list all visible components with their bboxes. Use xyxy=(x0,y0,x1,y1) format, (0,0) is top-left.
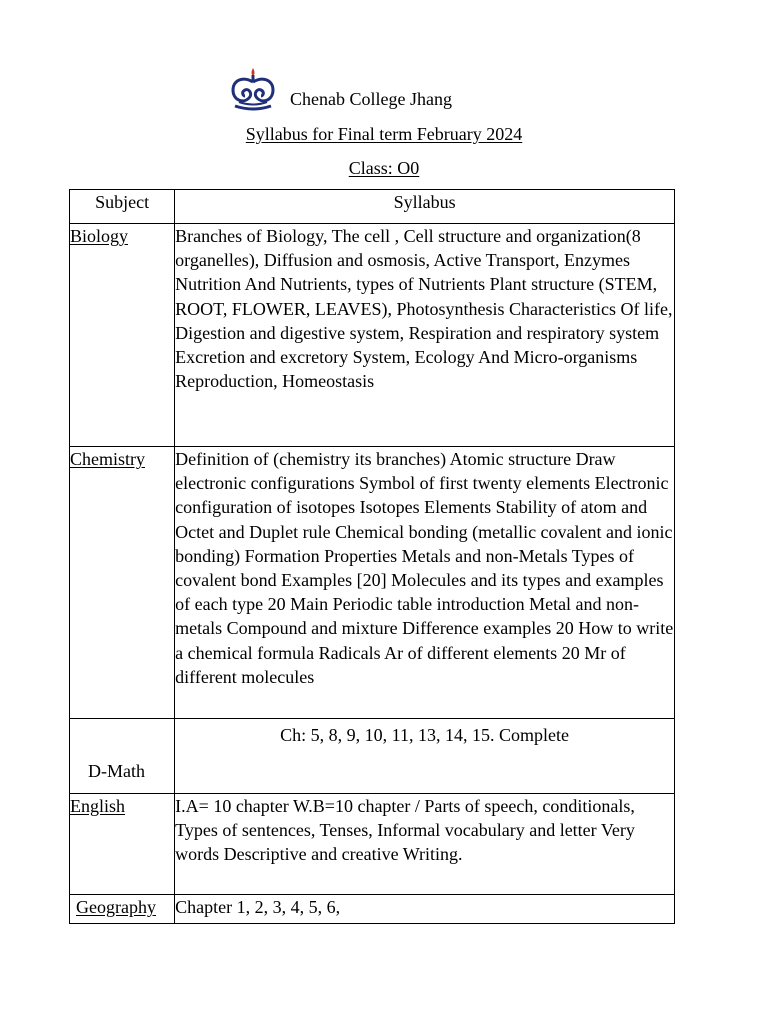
document-title xyxy=(0,123,768,145)
syllabus-cell: Branches of Biology, The cell , Cell structure and organization(8 organelles), Diffusion and osmosis, Active Transport, Enzymes Nutrition And Nutrients, types of Nutrients Plant structure (STEM, ROOT, FLOWER, LEAVES), Photosynthesis Characteristics Of life, Digestion and digestive system, Respiration and respiratory system Excretion and excretory System, Ecology And Micro-organisms Reproduction, Homeostasis xyxy=(175,224,675,447)
header-syllabus: Syllabus xyxy=(175,190,675,224)
college-logo-icon xyxy=(229,66,277,112)
table-row xyxy=(70,895,675,924)
subject-cell xyxy=(70,447,175,719)
table-row xyxy=(70,224,675,447)
header-subject: Subject xyxy=(70,190,175,224)
subject-name: D-Math xyxy=(88,760,145,781)
class-line-text: Class: O0 xyxy=(348,158,420,178)
subject-cell xyxy=(70,719,175,794)
syllabus-cell: Ch: 5, 8, 9, 10, 11, 13, 14, 15. Complete xyxy=(175,719,675,794)
subject-name: Biology xyxy=(70,226,129,246)
table-row xyxy=(70,447,675,719)
syllabus-cell: Definition of (chemistry its branches) Atomic structure Draw electronic configurations Symbol of first twenty elements Electronic configuration of isotopes Isotopes Elements Stability of atom and Octet and Duplet rule Chemical bonding (metallic covalent and ionic bonding) Formation Properties Metals and non-Metals Types of covalent bond Examples [20] Molecules and its types and examples of each type 20 Main Periodic table introduction Metal and non-metals Compound and mixture Difference examples 20 How to write a chemical formula Radicals Ar of different elements 20 Mr of different molecules xyxy=(175,447,675,719)
class-line xyxy=(0,157,768,179)
college-name: Chenab College Jhang xyxy=(290,89,452,109)
syllabus-cell: I.A= 10 chapter W.B=10 chapter / Parts of speech, conditionals, Types of sentences, Tenses, Informal vocabulary and letter Very words Descriptive and creative Writing. xyxy=(175,794,675,895)
subject-name: English xyxy=(70,796,126,816)
syllabus-cell: Chapter 1, 2, 3, 4, 5, 6, xyxy=(175,895,675,924)
subject-cell xyxy=(70,895,175,924)
table-header-row xyxy=(70,190,675,224)
subject-name: Geography xyxy=(76,897,156,917)
subject-name: Chemistry xyxy=(70,449,145,469)
table-row xyxy=(70,794,675,895)
subject-cell xyxy=(70,794,175,895)
document-title-text: Syllabus for Final term February 2024 xyxy=(245,124,523,144)
subject-cell xyxy=(70,224,175,447)
syllabus-table xyxy=(69,189,675,924)
table-row xyxy=(70,719,675,794)
